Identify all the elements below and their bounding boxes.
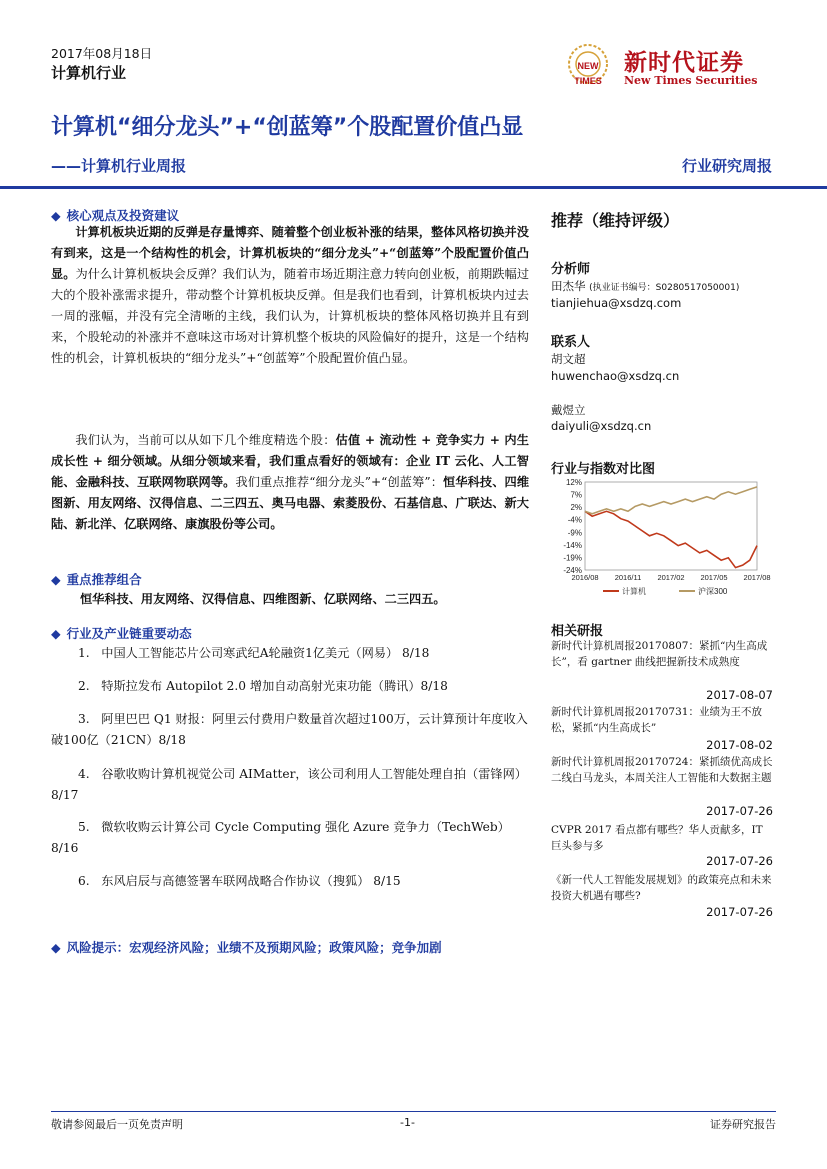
logo-english-name: New Times Securities (624, 74, 758, 87)
picks-heading (51, 570, 142, 588)
header-divider (0, 186, 827, 189)
core-p2-bold1: 估值 + 流动性 + 竞争实力 + 内生成长性 + 细分领域。从细分领域来看，我们重点看好的领域有：企业 IT 云化、人工智能、金融科技、互联网物联网等。 (51, 433, 529, 489)
chart-x-tick-label: 2016/08 (571, 573, 599, 582)
news-item-text: 东风启辰与高德签署车联网战略合作协议（搜狐） 8/15 (101, 874, 401, 888)
analyst-email[interactable]: tianjiehua@xsdzq.com (551, 296, 682, 310)
research-date: 2017-07-26 (706, 905, 773, 919)
chart-y-tick-label: -19% (563, 553, 582, 563)
core-p1-rest: 为什么计算机板块会反弹？我们认为，随着市场近期注意力转向创业板，前期跌幅过大的个股补涨需求提升，带动整个计算机板块反弹。但是我们也看到，计算机板块内过去一周的涨幅，并没有完全清晰的主线，我们认为，计算机板块的整体风格切换并且有到来，个股轮动的补涨并不意味这市场对计算机整个板块的风险偏好的提升，这是一个结构性的机会，计算机板块的“细分龙头”+“创蓝筹”个股配置价值凸显。 (51, 267, 530, 365)
chart-y-tick-label: 12% (565, 478, 582, 487)
chart-legend-label: 计算机 (622, 587, 646, 596)
news-item-number: 6. (78, 874, 90, 888)
news-item (51, 764, 529, 806)
contact-name: 戴煜立 (551, 403, 586, 417)
core-paragraph-2 (51, 430, 529, 535)
news-item-number: 2. (78, 679, 90, 693)
news-item-text: 阿里巴巴 Q1 财报：阿里云付费用户数量首次超过100万，云计算预计年度收入破100亿（21CN）8/18 (51, 712, 528, 747)
chart-plot-area (585, 482, 757, 570)
news-item-text: 特斯拉发布 Autopilot 2.0 增加自动高射光束功能（腾讯）8/18 (101, 679, 448, 693)
chart-x-tick-label: 2017/08 (743, 573, 771, 582)
news-item-number: 4. (78, 767, 90, 781)
news-item (51, 817, 529, 859)
core-p1-bold: 计算机板块近期的反弹是存量博弈、随着整个创业板补涨的结果，整体风格切换并没有到来，这是一个结构性的机会，计算机板块的“细分龙头”+“创蓝筹”个股配置价值凸显。 (51, 225, 529, 281)
svg-text:TIMES: TIMES (574, 76, 602, 86)
news-item-text: 中国人工智能芯片公司寒武纪A轮融资1亿美元（网易） 8/18 (101, 646, 430, 660)
news-item (51, 643, 529, 664)
analyst-heading: 分析师 (551, 262, 591, 277)
news-item-text: 微软收购云计算公司 Cycle Computing 强化 Azure 竞争力（TechWeb）8/16 (51, 820, 510, 855)
rating: 推荐（维持评级） (551, 211, 680, 230)
comparison-chart (551, 478, 773, 606)
core-p2-bold2: 恒华科技、四维图新、用友网络、汉得信息、二三四五、奥马电器、索菱股份、石基信息、广联达、新大陆、新北洋、亿联网络、康旗股份等公司。 (51, 475, 530, 531)
footer-divider (51, 1111, 776, 1112)
news-item-text: 谷歌收购计算机视觉公司 AIMatter，该公司利用人工智能处理自拍（雷锋网） 8/17 (51, 767, 527, 802)
analyst-name-line (551, 278, 739, 294)
chart-y-tick-label: -24% (563, 566, 582, 575)
industry-label: 计算机行业 (51, 64, 127, 82)
core-p2-intro: 我们认为，当前可以从如下几个维度精选个股： (75, 433, 336, 447)
picks-heading-text: 重点推荐组合 (66, 572, 142, 587)
news-item (51, 709, 529, 751)
chart-series-line (585, 511, 757, 567)
analyst-name: 田杰华 (551, 279, 586, 293)
news-item (51, 871, 529, 892)
contact-heading: 联系人 (551, 335, 591, 350)
contact-email[interactable]: daiyuli@xsdzq.cn (551, 419, 652, 433)
research-date: 2017-07-26 (706, 854, 773, 868)
research-title[interactable]: 《新一代人工智能发展规划》的政策亮点和未来投资大机遇有哪些? (551, 874, 772, 902)
chart-y-tick-label: 7% (570, 490, 582, 500)
research-title[interactable]: 新时代计算机周报20170724：紧抓绩优高成长二线白马龙头，本周关注人工智能和大数据主题 (551, 756, 773, 784)
chart-x-tick-label: 2016/11 (614, 573, 642, 582)
news-item-number: 3. (78, 712, 90, 726)
chart-x-tick-label: 2017/02 (657, 573, 685, 582)
report-type: 行业研究周报 (681, 157, 772, 175)
chart-y-tick-label: -14% (563, 540, 582, 550)
core-p2-mid: 我们重点推荐“细分龙头”+“创蓝筹”： (235, 475, 444, 489)
research-date: 2017-07-26 (706, 804, 773, 818)
chart-y-tick-label: -9% (567, 528, 582, 538)
risk-warning (51, 938, 442, 956)
research-title[interactable]: 新时代计算机周报20170731：业绩为王不放松，紧抓“内生高成长” (551, 706, 762, 734)
diamond-icon: ◆ (51, 572, 61, 587)
company-logo (558, 42, 768, 92)
picks-list: 恒华科技、用友网络、汉得信息、四维图新、亿联网络、二三四五。 (80, 592, 446, 606)
news-item-number: 5. (78, 820, 90, 834)
page-subtitle: ——计算机行业周报 (51, 157, 187, 175)
footer-report-label: 证券研究报告 (710, 1118, 776, 1131)
page-title: 计算机“细分龙头”+“创蓝筹”个股配置价值凸显 (51, 115, 524, 140)
logo-chinese-name: 新时代证券 (624, 49, 744, 76)
chart-series-line (585, 487, 757, 514)
chart-y-tick-label: -4% (567, 515, 582, 525)
page-number: -1- (400, 1116, 415, 1129)
research-title[interactable]: 新时代计算机周报20170807：紧抓“内生高成长”，看 gartner 曲线把握新技术成熟度 (551, 640, 768, 668)
news-heading-text: 行业及产业链重要动态 (66, 626, 192, 641)
research-title[interactable]: CVPR 2017 看点都有哪些？华人贡献多，IT 巨头参与多 (551, 824, 763, 852)
chart-x-tick-label: 2017/05 (700, 573, 728, 582)
report-date: 2017年08月18日 (51, 46, 153, 61)
new-times-logo-icon (558, 42, 622, 92)
research-date: 2017-08-07 (706, 688, 773, 702)
diamond-icon: ◆ (51, 208, 61, 223)
footer-disclaimer: 敬请参阅最后一页免责声明 (51, 1118, 183, 1131)
news-item-number: 1. (78, 646, 90, 660)
research-date: 2017-08-02 (706, 738, 773, 752)
core-paragraph-1 (51, 222, 529, 369)
chart-heading: 行业与指数对比图 (551, 462, 656, 477)
analyst-cert: (执业证书编号：S0280517050001) (589, 283, 740, 293)
risk-text: 风险提示：宏观经济风险；业绩不及预期风险；政策风险；竞争加剧 (66, 940, 442, 955)
research-heading: 相关研报 (551, 624, 604, 639)
svg-text:NEW: NEW (577, 61, 599, 71)
diamond-icon: ◆ (51, 940, 61, 955)
chart-y-tick-label: 2% (570, 503, 582, 513)
chart-legend-label: 沪深300 (698, 587, 728, 596)
core-heading-text: 核心观点及投资建议 (66, 208, 180, 223)
diamond-icon: ◆ (51, 626, 61, 641)
contact-email[interactable]: huwenchao@xsdzq.cn (551, 369, 680, 383)
contact-name: 胡文超 (551, 352, 586, 366)
news-heading (51, 624, 192, 642)
news-item (51, 676, 529, 697)
